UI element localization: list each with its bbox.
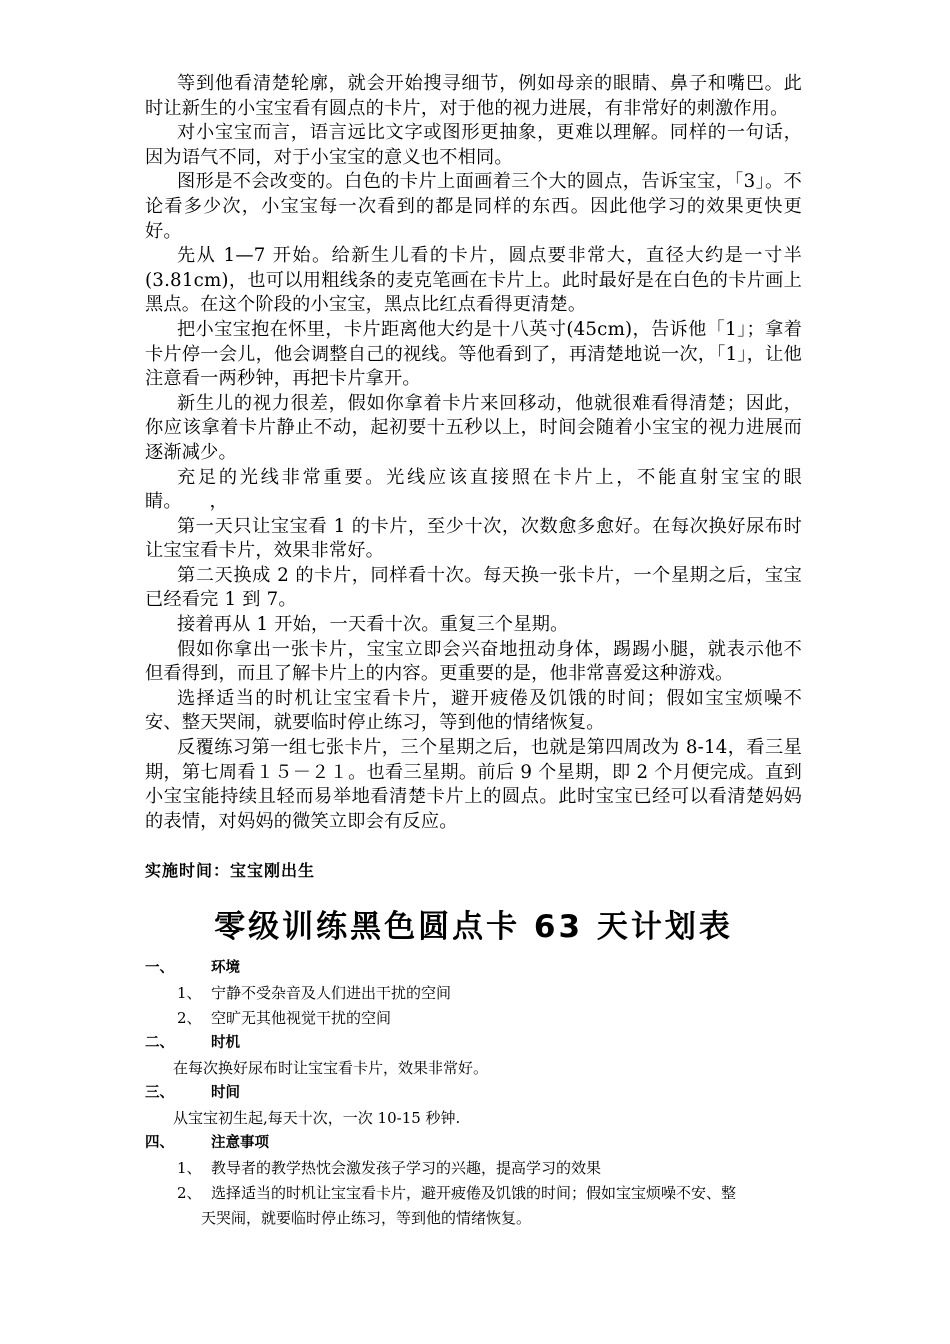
item-text: 选择适当的时机让宝宝看卡片，避开疲倦及饥饿的时间；假如宝宝烦噪不安、整 [211,1184,737,1203]
item-text-continued: 天哭闹，就要临时停止练习，等到他的情绪恢复。 [201,1209,532,1228]
list-item [145,981,802,1006]
paragraph-4: 先从 1—7 开始。给新生儿看的卡片，圆点要非常大，直径大约是一寸半(3.81cm)，也可以用粗线条的麦克笔画在卡片上。此时最好是在白色的卡片画上黑点。在这个阶段的小宝宝，黑点比红点看得更清楚。 [145,245,802,316]
paragraph-11: 假如你拿出一张卡片，宝宝立即会兴奋地扭动身体，踢踢小腿，就表示他不但看得到，而且了解卡片上的内容。更重要的是，他非常喜爱这种游戏。 [145,638,802,685]
body-text [145,72,802,834]
item-text: 教导者的教学热忱会激发孩子学习的兴趣，提高学习的效果 [211,1159,602,1178]
section-number: 四、 [145,1135,174,1152]
item-number: 2、 [177,1184,202,1203]
plan-outline [145,956,802,1231]
list-item [145,1156,802,1181]
item-number: 1、 [177,1159,202,1178]
section-number: 一、 [145,960,174,977]
item-text: 空旷无其他视觉干扰的空间 [211,1009,392,1028]
section-heading [145,956,802,981]
section-heading [145,1081,802,1106]
paragraph-5: 把小宝宝抱在怀里，卡片距离他大约是十八英寸(45cm)，告诉他「1」；拿着卡片停一会儿，他会调整自己的视线。等他看到了，再清楚地说一次，「1」，让他注意看一两秒钟，再把卡片拿开。 [145,318,802,390]
paragraph-10: 接着再从 1 开始，一天看十次。重复三个星期。 [177,614,569,636]
implementation-time-label: 实施时间：宝宝刚出生 [145,861,316,881]
list-item [145,1181,802,1206]
item-text: 宁静不受杂音及人们进出干扰的空间 [211,984,452,1003]
section-title: 时间 [211,1085,240,1102]
paragraph-6: 新生儿的视力很差，假如你拿着卡片来回移动，他就很难看得清楚；因此，你应该拿着卡片静止不动，起初要十五秒以上，时间会随着小宝宝的视力进展而逐渐减少。 [145,392,802,463]
paragraph-1: 等到他看清楚轮廓，就会开始搜寻细节，例如母亲的眼睛、鼻子和嘴巴。此时让新生的小宝宝看有圆点的卡片，对于他的视力进展，有非常好的刺激作用。 [145,73,802,119]
paragraph-7: 充足的光线非常重要。光线应该直接照在卡片上，不能直射宝宝的眼睛。 ， [145,466,802,513]
section-title: 时机 [211,1035,240,1052]
list-item [145,1006,802,1031]
paragraph-2: 对小宝宝而言，语言远比文字或图形更抽象，更难以理解。同样的一句话，因为语气不同，对于小宝宝的意义也不相同。 [145,122,802,168]
section-text: 从宝宝初生起,每天十次，一次 10-15 秒钟. [173,1109,461,1128]
section-title: 环境 [211,960,240,977]
section-heading [145,1031,802,1056]
paragraph-3: 图形是不会改变的。白色的卡片上面画着三个大的圆点，告诉宝宝，「3」。不论看多少次，小宝宝每一次看到的都是同样的东西。因此他学习的效果更快更好。 [145,171,802,242]
section-text: 在每次换好尿布时让宝宝看卡片，效果非常好。 [173,1059,489,1078]
item-number: 2、 [177,1009,202,1028]
item-number: 1、 [177,984,202,1003]
paragraph-12: 选择适当的时机让宝宝看卡片，避开疲倦及饥饿的时间；假如宝宝烦噪不安、整天哭闹，就要临时停止练习，等到他的情绪恢复。 [145,687,802,734]
paragraph-8: 第一天只让宝宝看 1 的卡片，至少十次，次数愈多愈好。在每次换好尿布时让宝宝看卡片，效果非常好。 [145,515,802,562]
section-number: 三、 [145,1085,174,1102]
section-heading [145,1131,802,1156]
plan-title: 零级训练黑色圆点卡 63 天计划表 [214,909,733,946]
paragraph-13: 反覆练习第一组七张卡片，三个星期之后，也就是第四周改为 8-14，看三星期，第七周看１５－２１。也看三星期。前后 9 个星期，即 2 个月便完成。直到小宝宝能持续且轻而易举地看清楚卡片上的圆点。此时宝宝已经可以看清楚妈妈的表情，对妈妈的微笑立即会有反应。 [145,737,802,832]
section-title: 注意事项 [211,1135,269,1152]
paragraph-9: 第二天换成 2 的卡片，同样看十次。每天换一张卡片，一个星期之后，宝宝已经看完 1 到 7。 [145,564,802,611]
section-number: 二、 [145,1035,174,1052]
